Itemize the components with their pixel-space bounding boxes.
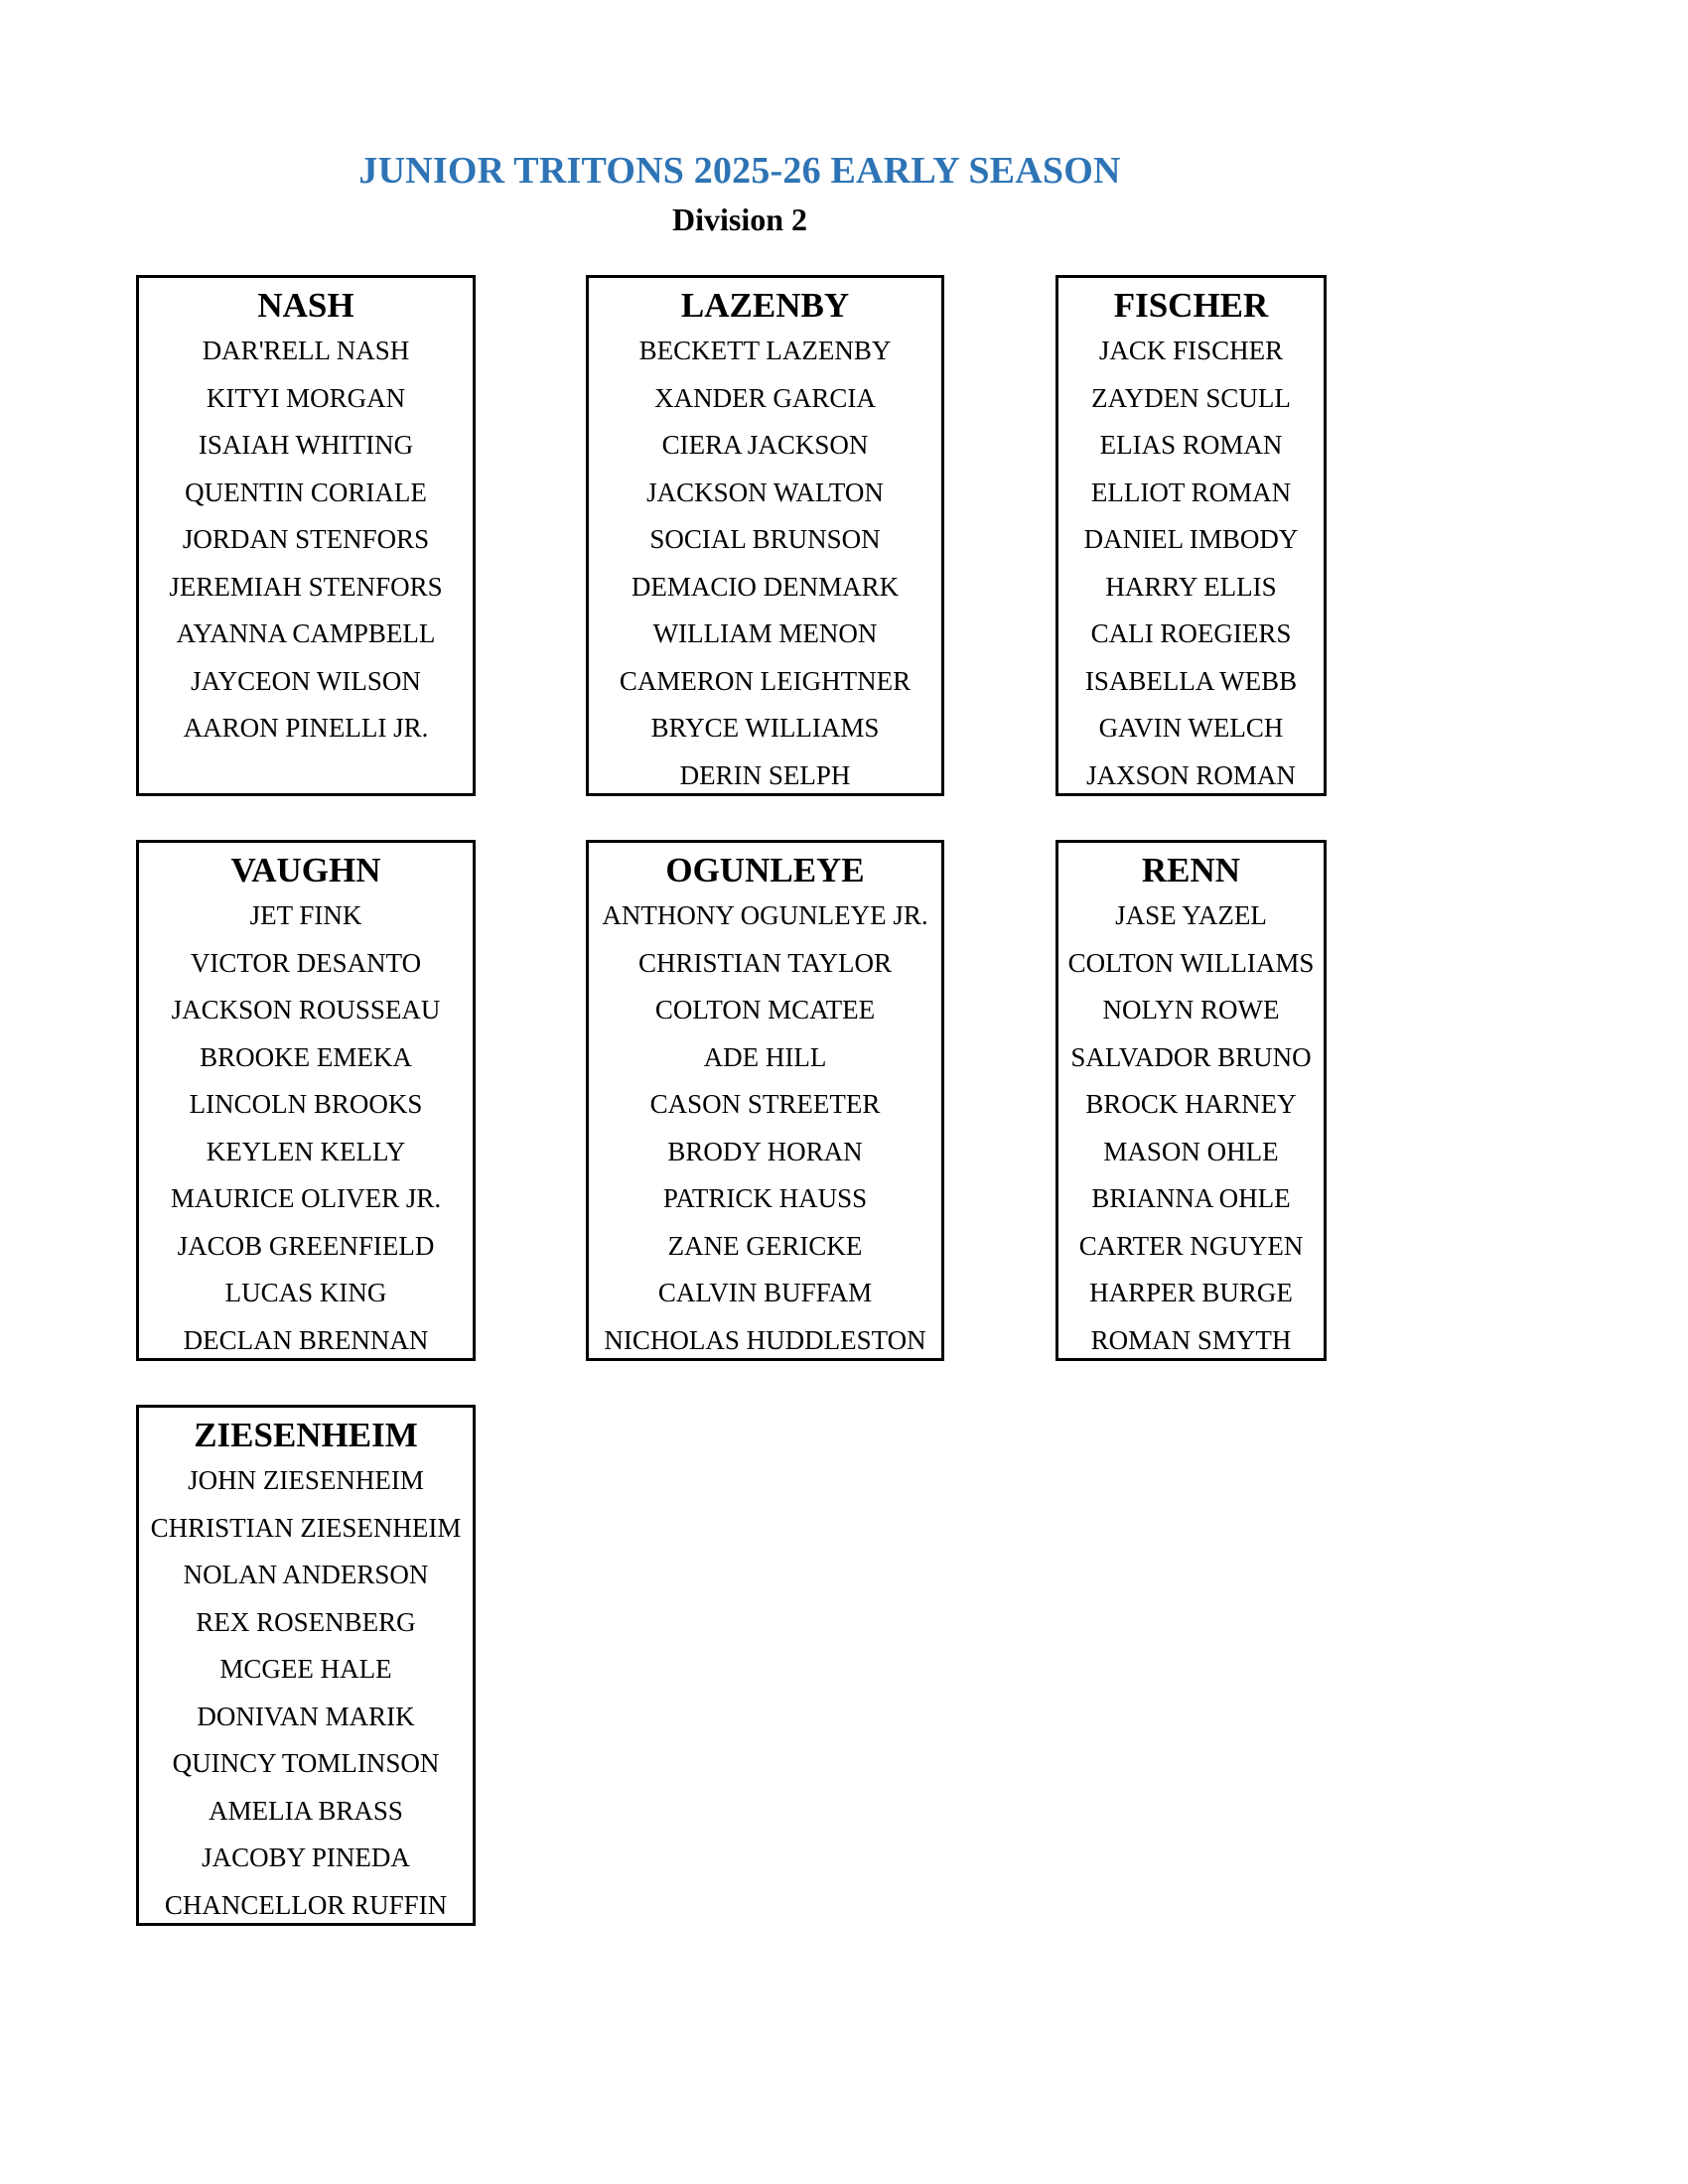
- player-name: NOLYN ROWE: [1102, 995, 1280, 1024]
- player-list: [139, 892, 473, 1364]
- player-name: CIERA JACKSON: [661, 430, 869, 460]
- player-name: DERIN SELPH: [679, 759, 851, 790]
- player-name: LUCAS KING: [224, 1278, 387, 1307]
- team-box-ziesenheim: [136, 1405, 476, 1926]
- player-name: JACKSON ROUSSEAU: [171, 995, 441, 1024]
- player-name: BRODY HORAN: [667, 1136, 863, 1166]
- player-name: JASE YAZEL: [1115, 900, 1267, 930]
- player-name: BRIANNA OHLE: [1091, 1183, 1291, 1213]
- player-name: LINCOLN BROOKS: [189, 1089, 423, 1119]
- player-name: ZAYDEN SCULL: [1091, 382, 1291, 413]
- player-name: ELIAS ROMAN: [1099, 430, 1283, 460]
- player-name: JACKSON WALTON: [646, 477, 884, 507]
- player-list: [1058, 328, 1324, 799]
- player-name: AMELIA BRASS: [209, 1795, 403, 1826]
- player-name: CALI ROEGIERS: [1090, 618, 1292, 648]
- player-name: QUINCY TOMLINSON: [172, 1748, 440, 1778]
- team-name: ZIESENHEIM: [194, 1416, 418, 1454]
- player-name: ELLIOT ROMAN: [1090, 477, 1292, 507]
- player-name: AYANNA CAMPBELL: [176, 618, 436, 648]
- player-name: QUENTIN CORIALE: [185, 477, 427, 507]
- player-name: ISAIAH WHITING: [198, 430, 414, 460]
- player-name: JEREMIAH STENFORS: [169, 571, 443, 602]
- team-box-nash: [136, 275, 476, 796]
- player-name: KITYI MORGAN: [206, 382, 406, 413]
- team-box-vaughn: [136, 840, 476, 1361]
- player-name: XANDER GARCIA: [654, 382, 876, 413]
- player-name: CARTER NGUYEN: [1078, 1230, 1304, 1261]
- player-name: DANIEL IMBODY: [1083, 524, 1299, 554]
- player-list: [139, 328, 473, 752]
- player-name: JET FINK: [249, 900, 362, 930]
- player-name: HARRY ELLIS: [1105, 571, 1277, 602]
- player-name: JACOBY PINEDA: [202, 1843, 410, 1872]
- player-list: [1058, 892, 1324, 1364]
- player-name: BROOKE EMEKA: [200, 1041, 412, 1072]
- player-name: ADE HILL: [703, 1041, 827, 1072]
- player-name: CHRISTIAN TAYLOR: [637, 947, 893, 978]
- player-name: ROMAN SMYTH: [1090, 1324, 1292, 1355]
- player-name: NICHOLAS HUDDLESTON: [604, 1324, 926, 1355]
- team-name: LAZENBY: [680, 286, 850, 325]
- team-box-renn: [1055, 840, 1327, 1361]
- player-name: BRYCE WILLIAMS: [650, 713, 880, 743]
- player-name: DEMACIO DENMARK: [631, 571, 900, 602]
- team-name: VAUGHN: [230, 851, 381, 889]
- team-box-ogunleye: [586, 840, 944, 1361]
- player-name: KEYLEN KELLY: [206, 1136, 406, 1166]
- team-name: OGUNLEYE: [665, 851, 865, 889]
- page-title: JUNIOR TRITONS 2025-26 EARLY SEASON: [358, 150, 1121, 192]
- player-name: JAYCEON WILSON: [191, 665, 421, 696]
- player-name: CALVIN BUFFAM: [657, 1278, 873, 1307]
- player-list: [589, 892, 941, 1364]
- player-name: CHANCELLOR RUFFIN: [164, 1889, 448, 1920]
- team-name: NASH: [257, 286, 354, 325]
- player-name: REX ROSENBERG: [196, 1606, 416, 1637]
- player-name: SOCIAL BRUNSON: [649, 524, 881, 554]
- player-name: MCGEE HALE: [219, 1654, 392, 1684]
- player-name: ZANE GERICKE: [667, 1230, 863, 1261]
- division-subtitle: Division 2: [671, 202, 808, 237]
- player-name: JACOB GREENFIELD: [177, 1230, 435, 1261]
- team-box-fischer: [1055, 275, 1327, 796]
- player-name: GAVIN WELCH: [1098, 713, 1284, 743]
- player-name: JORDAN STENFORS: [182, 524, 430, 554]
- player-name: BECKETT LAZENBY: [638, 336, 892, 365]
- player-name: DECLAN BRENNAN: [183, 1324, 429, 1355]
- player-name: SALVADOR BRUNO: [1070, 1041, 1312, 1072]
- player-name: DONIVAN MARIK: [197, 1701, 415, 1731]
- player-name: COLTON WILLIAMS: [1067, 947, 1315, 978]
- player-name: CASON STREETER: [649, 1089, 881, 1119]
- player-list: [589, 328, 941, 799]
- player-name: MASON OHLE: [1103, 1136, 1279, 1166]
- player-name: COLTON MCATEE: [654, 995, 876, 1024]
- player-name: ISABELLA WEBB: [1084, 665, 1298, 696]
- player-name: BROCK HARNEY: [1085, 1089, 1297, 1119]
- player-name: VICTOR DESANTO: [190, 947, 422, 978]
- player-name: JACK FISCHER: [1098, 336, 1284, 365]
- player-name: ANTHONY OGUNLEYE JR.: [602, 900, 928, 930]
- player-name: AARON PINELLI JR.: [183, 713, 429, 743]
- player-name: PATRICK HAUSS: [662, 1183, 868, 1213]
- player-name: JAXSON ROMAN: [1086, 759, 1296, 790]
- team-box-lazenby: [586, 275, 944, 796]
- player-name: MAURICE OLIVER JR.: [170, 1183, 442, 1213]
- player-name: CAMERON LEIGHTNER: [619, 665, 912, 696]
- player-name: NOLAN ANDERSON: [183, 1560, 429, 1589]
- player-name: DAR'RELL NASH: [202, 336, 410, 365]
- player-name: CHRISTIAN ZIESENHEIM: [150, 1512, 462, 1543]
- team-name: FISCHER: [1113, 286, 1269, 325]
- player-list: [139, 1457, 473, 1929]
- player-name: HARPER BURGE: [1089, 1278, 1293, 1307]
- player-name: WILLIAM MENON: [652, 618, 878, 648]
- player-name: JOHN ZIESENHEIM: [188, 1465, 424, 1495]
- team-name: RENN: [1141, 851, 1241, 889]
